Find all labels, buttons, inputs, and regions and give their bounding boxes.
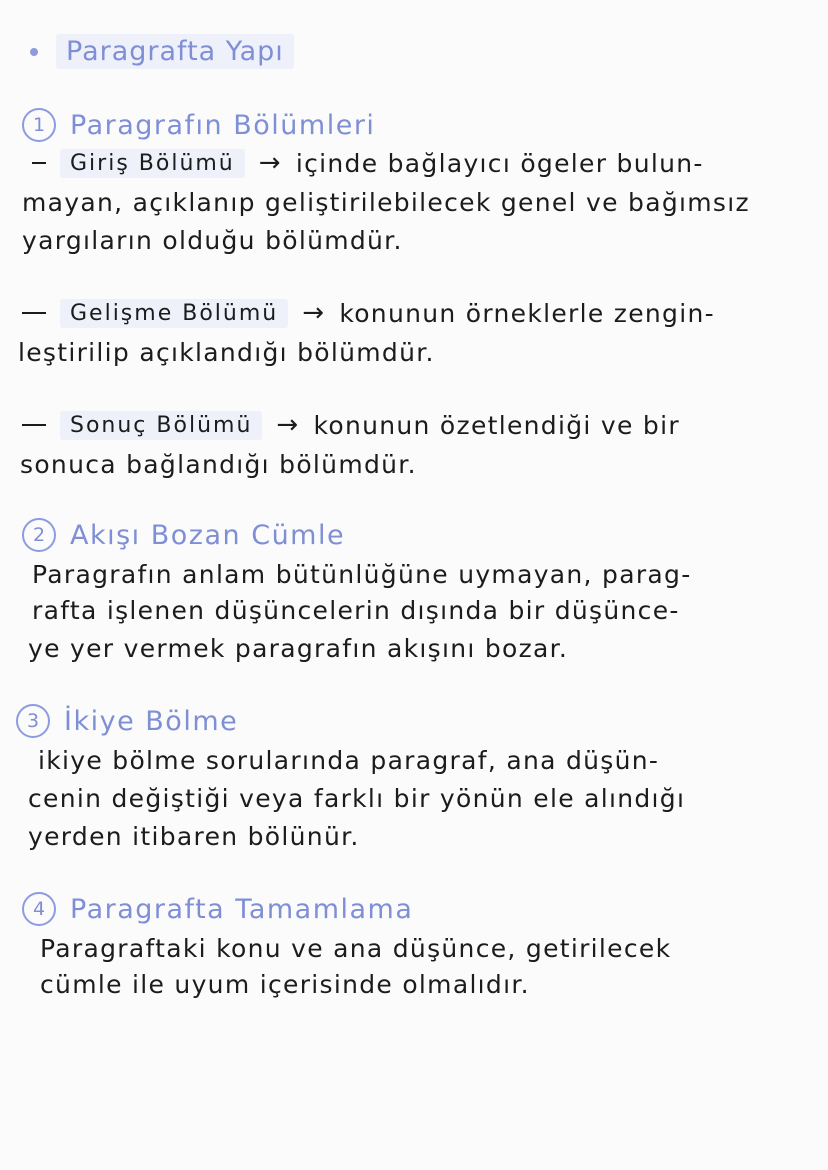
section-title: Akışı Bozan Cümle bbox=[70, 519, 346, 551]
title-row bbox=[30, 34, 294, 69]
arrow-icon: → bbox=[302, 298, 326, 328]
subsection-name: Gelişme Bölümü bbox=[60, 299, 288, 328]
page-title: Paragrafta Yapı bbox=[56, 34, 294, 69]
section-1-heading bbox=[22, 108, 375, 142]
bullet-icon bbox=[30, 48, 38, 56]
text-line: leştirilip açıklandığı bölümdür. bbox=[18, 338, 435, 367]
arrow-icon: → bbox=[258, 148, 282, 178]
section-number: 1 bbox=[22, 108, 56, 142]
section-number: 2 bbox=[22, 518, 56, 552]
subsection-name: Giriş Bölümü bbox=[60, 149, 245, 178]
section-2-heading bbox=[22, 518, 345, 552]
text-line: konunun örneklerle zengin- bbox=[339, 298, 715, 328]
subsection-giris bbox=[22, 148, 822, 178]
subsection-gelisme bbox=[22, 298, 822, 328]
subsection-name: Sonuç Bölümü bbox=[60, 411, 262, 440]
section-number: 4 bbox=[22, 892, 56, 926]
dash-icon bbox=[32, 162, 46, 164]
text-line: cenin değiştiği veya farklı bir yönün ele alındığı bbox=[28, 784, 686, 813]
text-line: mayan, açıklanıp geliştirilebilecek genel ve bağımsız bbox=[22, 188, 750, 217]
text-line: Paragraftaki konu ve ana düşünce, getirilecek bbox=[40, 934, 672, 963]
section-title: Paragrafta Tamamlama bbox=[70, 893, 414, 925]
text-line: ikiye bölme sorularında paragraf, ana düşün- bbox=[38, 746, 660, 775]
dash-icon bbox=[22, 424, 46, 426]
section-number: 3 bbox=[16, 704, 50, 738]
text-line: yerden itibaren bölünür. bbox=[28, 822, 360, 851]
text-line: yargıların olduğu bölümdür. bbox=[22, 226, 403, 255]
text-line: ye yer vermek paragrafın akışını bozar. bbox=[28, 634, 569, 663]
text-line: Paragrafın anlam bütünlüğüne uymayan, parag- bbox=[32, 560, 692, 589]
arrow-icon: → bbox=[276, 410, 300, 440]
section-3-heading bbox=[16, 704, 238, 738]
section-title: Paragrafın Bölümleri bbox=[70, 109, 376, 141]
text-line: konunun özetlendiği ve bir bbox=[313, 410, 680, 440]
text-line: rafta işlenen düşüncelerin dışında bir düşünce- bbox=[32, 596, 680, 625]
section-4-heading bbox=[22, 892, 413, 926]
subsection-sonuc bbox=[22, 410, 822, 440]
text-line: cümle ile uyum içerisinde olmalıdır. bbox=[40, 970, 530, 999]
section-title: İkiye Bölme bbox=[64, 705, 239, 737]
text-line: sonuca bağlandığı bölümdür. bbox=[20, 450, 417, 479]
dash-icon bbox=[22, 312, 46, 314]
text-line: içinde bağlayıcı ögeler bulun- bbox=[295, 148, 704, 178]
